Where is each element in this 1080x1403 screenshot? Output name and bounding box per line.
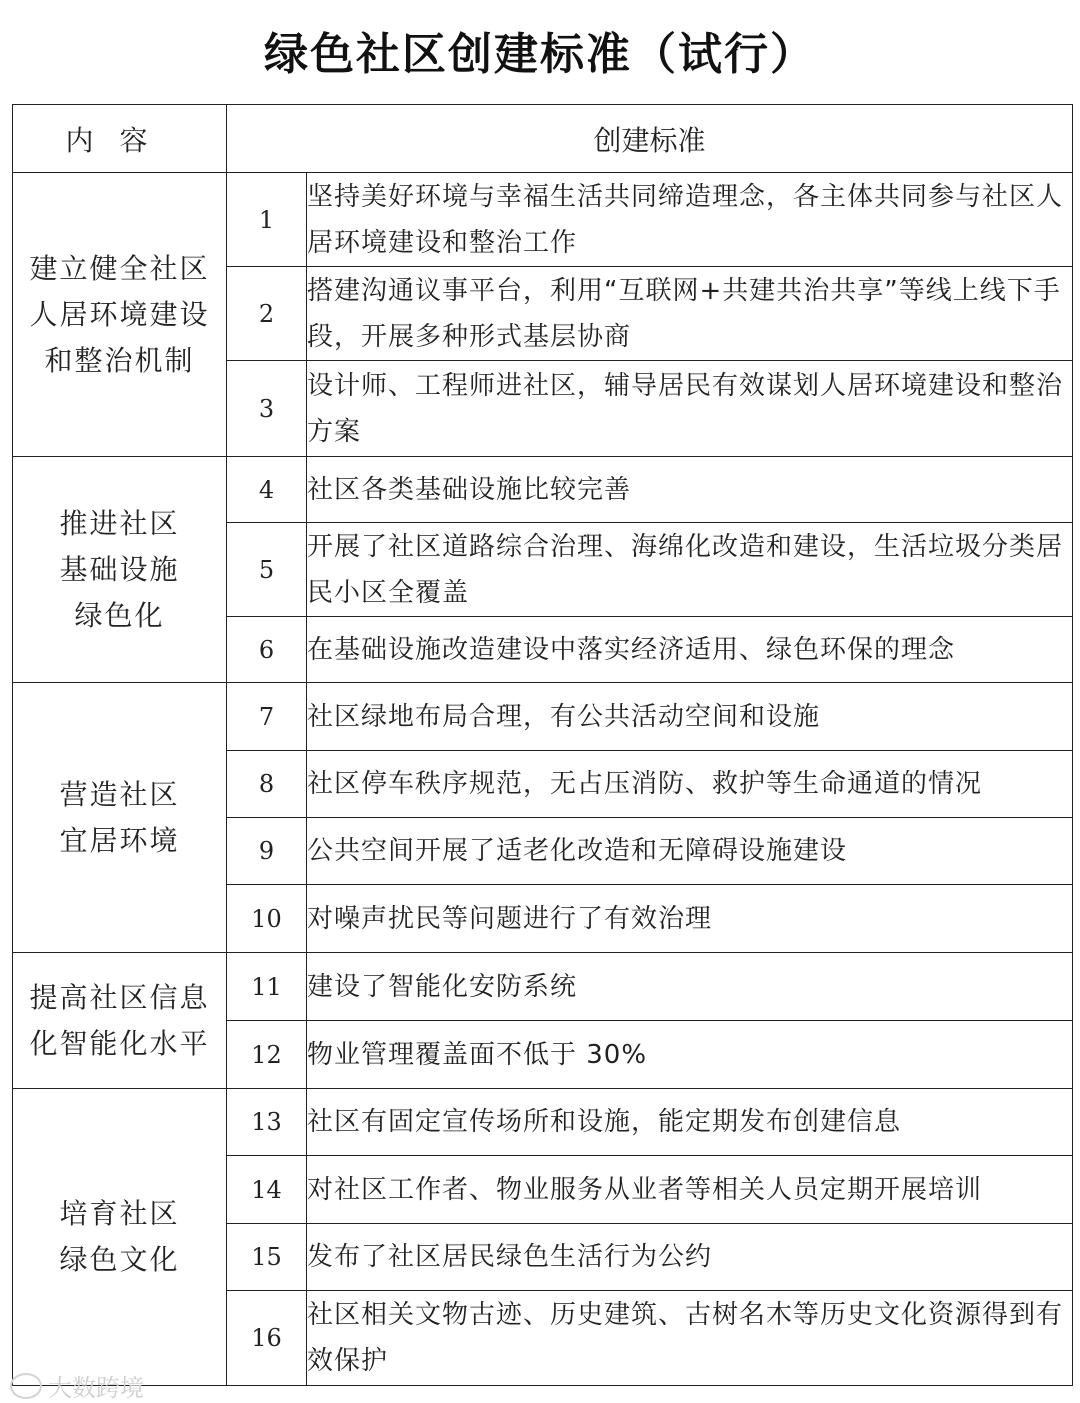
item-number: 5 xyxy=(227,523,307,617)
item-text: 公共空间开展了适老化改造和无障碍设施建设 xyxy=(307,818,1073,885)
category-line: 推进社区 xyxy=(59,506,180,540)
category-line: 和整治机制 xyxy=(44,343,195,377)
item-number: 2 xyxy=(227,267,307,361)
watermark xyxy=(10,1368,144,1403)
item-number: 14 xyxy=(227,1156,307,1224)
item-text: 社区有固定宣传场所和设施，能定期发布创建信息 xyxy=(307,1089,1073,1156)
category-cell xyxy=(13,1089,227,1386)
category-line: 宜居环境 xyxy=(59,823,180,857)
header-category: 内容 xyxy=(13,105,227,173)
watermark-text: 大数跨境 xyxy=(48,1374,144,1402)
category-line: 基础设施 xyxy=(59,552,180,586)
item-text: 社区绿地布局合理，有公共活动空间和设施 xyxy=(307,683,1073,751)
item-number: 6 xyxy=(227,617,307,683)
table-row xyxy=(13,173,1073,267)
table-body xyxy=(13,173,1073,1386)
item-text: 社区停车秩序规范，无占压消防、救护等生命通道的情况 xyxy=(307,751,1073,818)
item-text: 社区相关文物古迹、历史建筑、古树名木等历史文化资源得到有效保护 xyxy=(307,1291,1073,1386)
item-text: 社区各类基础设施比较完善 xyxy=(307,457,1073,523)
item-number: 15 xyxy=(227,1224,307,1291)
document-title: 绿色社区创建标准（试行） xyxy=(264,29,816,80)
category-line: 建立健全社区 xyxy=(29,251,210,285)
weibo-icon xyxy=(10,1373,42,1399)
item-number: 10 xyxy=(227,885,307,953)
header-standard: 创建标准 xyxy=(227,105,1073,173)
table-row xyxy=(13,683,1073,751)
table-row xyxy=(13,457,1073,523)
item-number: 9 xyxy=(227,818,307,885)
category-line: 人居环境建设 xyxy=(29,297,210,331)
item-number: 12 xyxy=(227,1021,307,1089)
item-text: 开展了社区道路综合治理、海绵化改造和建设，生活垃圾分类居民小区全覆盖 xyxy=(307,523,1073,617)
item-text: 建设了智能化安防系统 xyxy=(307,953,1073,1021)
item-number: 4 xyxy=(227,457,307,523)
category-line: 提高社区信息 xyxy=(29,980,210,1014)
item-text: 设计师、工程师进社区，辅导居民有效谋划人居环境建设和整治方案 xyxy=(307,361,1073,457)
item-number: 11 xyxy=(227,953,307,1021)
item-text: 物业管理覆盖面不低于 30% xyxy=(307,1021,1073,1089)
category-line: 绿色文化 xyxy=(59,1243,180,1276)
category-cell xyxy=(13,173,227,457)
item-text: 搭建沟通议事平台，利用“互联网+共建共治共享”等线上线下手段，开展多种形式基层协商 xyxy=(307,267,1073,361)
item-text: 发布了社区居民绿色生活行为公约 xyxy=(307,1224,1073,1291)
category-line: 绿色化 xyxy=(74,598,165,632)
category-cell xyxy=(13,457,227,683)
category-line: 化智能化水平 xyxy=(29,1026,210,1060)
item-number: 1 xyxy=(227,173,307,267)
item-number: 16 xyxy=(227,1291,307,1386)
item-number: 3 xyxy=(227,361,307,457)
item-text: 对噪声扰民等问题进行了有效治理 xyxy=(307,885,1073,953)
category-cell xyxy=(13,683,227,953)
item-number: 8 xyxy=(227,751,307,818)
table-header-row xyxy=(13,105,1073,173)
standards-table xyxy=(12,104,1073,1386)
item-text: 对社区工作者、物业服务从业者等相关人员定期开展培训 xyxy=(307,1156,1073,1224)
item-number: 7 xyxy=(227,683,307,751)
table-row xyxy=(13,953,1073,1021)
table-row xyxy=(13,1089,1073,1156)
category-line: 培育社区 xyxy=(59,1197,180,1230)
category-cell xyxy=(13,953,227,1089)
item-number: 13 xyxy=(227,1089,307,1156)
item-text: 在基础设施改造建设中落实经济适用、绿色环保的理念 xyxy=(307,617,1073,683)
category-line: 营造社区 xyxy=(59,777,180,811)
item-text: 坚持美好环境与幸福生活共同缔造理念，各主体共同参与社区人居环境建设和整治工作 xyxy=(307,173,1073,267)
